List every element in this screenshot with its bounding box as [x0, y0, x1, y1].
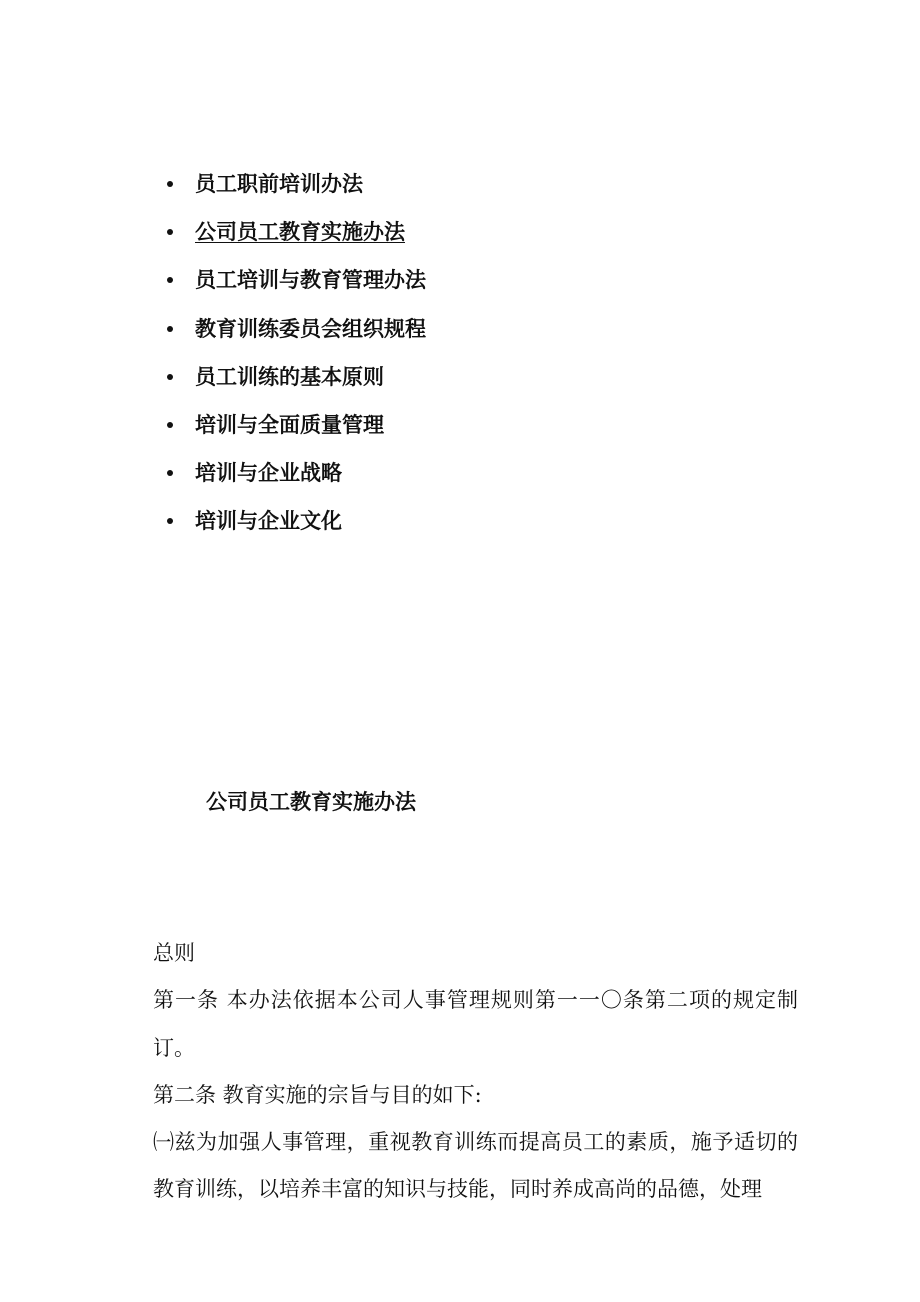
- bullet-icon: [167, 277, 173, 283]
- toc-item-label[interactable]: 教育训练委员会组织规程: [195, 315, 426, 341]
- toc-item-label[interactable]: 培训与全面质量管理: [195, 411, 384, 437]
- bullet-icon: [167, 326, 173, 332]
- toc-item-label[interactable]: 员工职前培训办法: [195, 171, 363, 196]
- table-of-contents: [0, 168, 426, 554]
- toc-item-enterprise-culture[interactable]: [0, 505, 426, 553]
- toc-item-label[interactable]: 员工培训与教育管理办法: [195, 267, 426, 293]
- bullet-icon: [167, 518, 173, 524]
- toc-item-label[interactable]: 培训与企业战略: [195, 460, 342, 486]
- document-title: 公司员工教育实施办法: [206, 789, 416, 814]
- clause-paragraph: ㈠兹为加强人事管理，重视教育训练而提高员工的素质，施予适切的教育训练，以培养丰富的知识与技能，同时养成高尚的品德，处理: [153, 1130, 798, 1202]
- bullet-icon: [167, 470, 173, 476]
- toc-item-enterprise-strategy[interactable]: [0, 457, 426, 505]
- toc-item-committee-rules[interactable]: [0, 313, 426, 361]
- toc-item-label-link[interactable]: 公司员工教育实施办法: [195, 219, 405, 245]
- bullet-icon: [167, 181, 173, 187]
- toc-item-education-implementation[interactable]: [0, 216, 426, 264]
- toc-item-training-management[interactable]: [0, 264, 426, 312]
- toc-item-pre-job-training[interactable]: [0, 168, 426, 216]
- document-body: [153, 930, 798, 1214]
- toc-item-label[interactable]: 培训与企业文化: [195, 508, 342, 534]
- article-paragraph: 第一条 本办法依据本公司人事管理规则第一一〇条第二项的规定制订。: [153, 988, 798, 1060]
- toc-item-quality-management[interactable]: [0, 409, 426, 457]
- bullet-icon: [167, 374, 173, 380]
- bullet-icon: [167, 229, 173, 235]
- bullet-icon: [167, 422, 173, 428]
- article-paragraph: 第二条 教育实施的宗旨与目的如下:: [153, 1082, 482, 1107]
- section-heading: 总则: [153, 941, 195, 965]
- toc-item-label[interactable]: 员工训练的基本原则: [195, 363, 384, 389]
- toc-item-basic-principles[interactable]: [0, 361, 426, 409]
